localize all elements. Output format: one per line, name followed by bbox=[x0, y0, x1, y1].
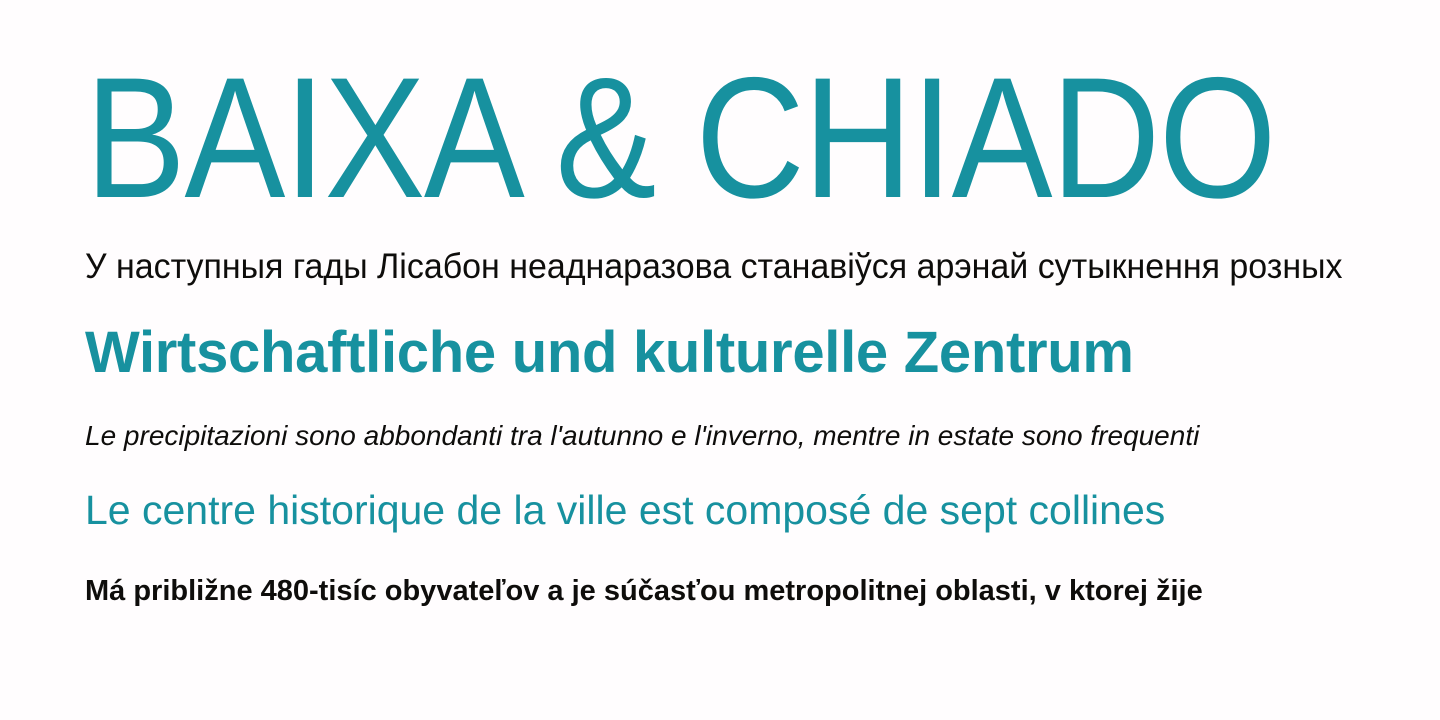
specimen-italian-italic-line: Le precipitazioni sono abbondanti tra l'autunno e l'inverno, mentre in estate sono frequenti bbox=[85, 420, 1200, 451]
specimen-slovak-semibold-line: Má približne 480-tisíc obyvateľov a je súčasťou metropolitnej oblasti, v ktorej žije bbox=[85, 575, 1203, 607]
specimen-german-bold-line: Wirtschaftliche und kulturelle Zentrum bbox=[85, 320, 1134, 385]
specimen-french-light-line: Le centre historique de la ville est composé de sept collines bbox=[85, 487, 1166, 533]
specimen-belarusian-regular-line: У наступныя гады Лісабон неаднаразова станавіўся арэнай сутыкнення розных bbox=[85, 247, 1343, 286]
specimen-display-line: BAIXA & CHIADO bbox=[85, 42, 1276, 234]
